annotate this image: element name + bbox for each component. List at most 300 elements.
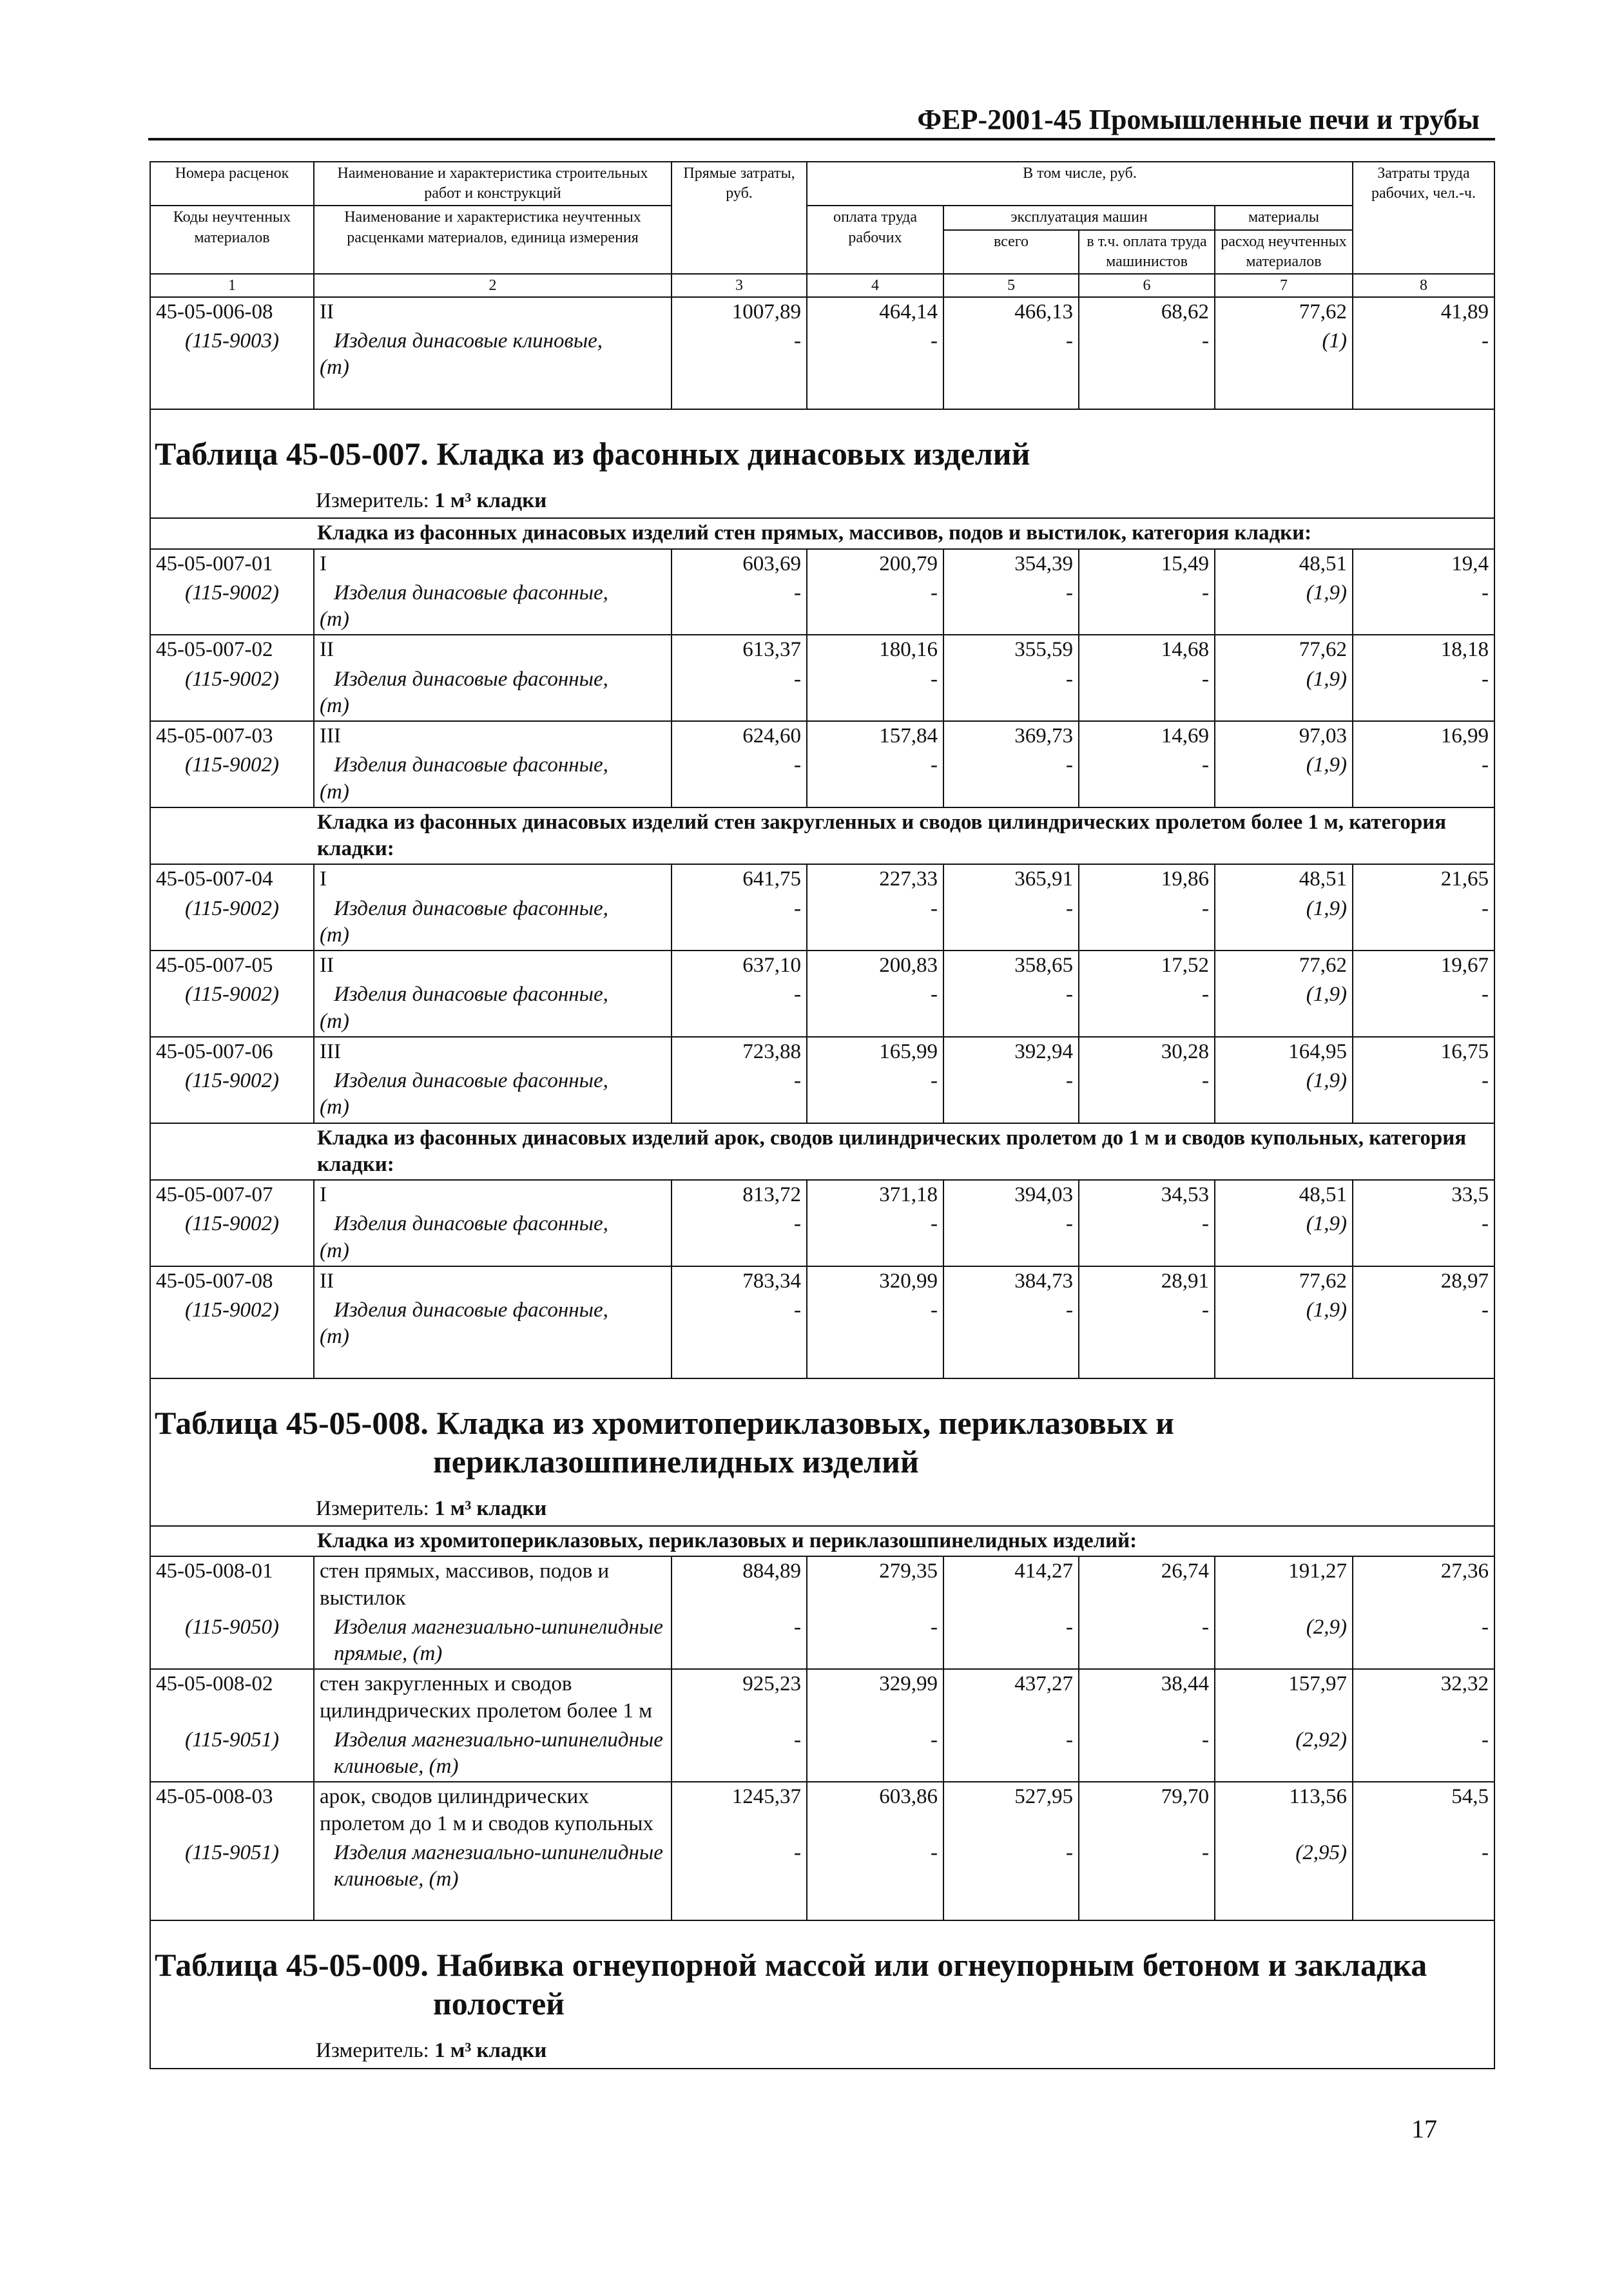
direct-cost: 783,34 [672,1266,807,1296]
work-name: II [314,635,672,664]
material-code: (115-9002) [150,980,314,1037]
spacer-cell [1353,1894,1494,1920]
direct-cost-dash: - [672,1613,807,1670]
operator-cost-dash: - [1079,579,1215,635]
direct-cost-dash: - [672,327,807,383]
unit-value: 1 м³ кладки [434,1496,547,1520]
column-number-row [150,274,1494,297]
group-heading-text: Кладка из хромитопериклазовых, периклазовых и периклазошпинелидных изделий: [317,1529,1137,1553]
material-code: (115-9002) [150,751,314,807]
material-name [314,894,672,951]
material-name-text: Изделия динасовые фасонные, [334,667,608,691]
material-row [150,327,1494,383]
machine-cost-dash: - [943,327,1079,383]
materials-cost: 157,97 [1215,1669,1353,1726]
direct-cost-dash: - [672,1296,807,1352]
labor-cost: 200,83 [807,951,943,980]
operator-cost-dash: - [1079,980,1215,1037]
operator-cost: 17,52 [1079,951,1215,980]
labor-hours: 54,5 [1353,1782,1494,1839]
material-quantity: (1,9) [1215,980,1353,1037]
labor-cost: 157,84 [807,721,943,751]
operator-cost: 14,69 [1079,721,1215,751]
page-header: ФЕР-2001-45 Промышленные печи и трубы [917,104,1480,135]
direct-cost: 884,89 [672,1556,807,1613]
material-name-text: Изделия динасовые фасонные, [334,1212,608,1236]
spacer-cell [1353,383,1494,409]
labor-cost: 165,99 [807,1037,943,1067]
spacer-row [150,1894,1494,1920]
rate-row [150,1669,1494,1726]
rate-row [150,1037,1494,1067]
rate-row [150,297,1494,327]
rate-code: 45-05-007-01 [150,549,314,579]
document-page [150,161,1494,2069]
col-header-5: всего [943,230,1079,274]
rate-code: 45-05-007-05 [150,951,314,980]
spacer-cell [1215,1352,1353,1378]
operator-cost-dash: - [1079,1210,1215,1266]
rate-code: 45-05-007-03 [150,721,314,751]
rate-row [150,1782,1494,1839]
material-name-text: Изделия динасовые фасонные, [334,1069,608,1093]
rate-code: 45-05-007-04 [150,864,314,894]
col-header-2a: Наименование и характеристика строительных работ и конструкций [314,162,672,206]
labor-cost-dash: - [807,1726,943,1782]
operator-cost-dash: - [1079,1613,1215,1670]
spacer-cell [807,1894,943,1920]
material-row [150,751,1494,807]
machine-cost: 527,95 [943,1782,1079,1839]
col-header-materials: материалы [1215,206,1353,229]
material-unit: (т) [320,780,349,804]
group-heading-row [150,518,1494,548]
labor-cost: 227,33 [807,864,943,894]
spacer-cell [807,383,943,409]
labor-hours-dash: - [1353,1726,1494,1782]
labor-cost-dash: - [807,1613,943,1670]
labor-cost: 320,99 [807,1266,943,1296]
material-unit: (т) [320,693,349,717]
operator-cost: 79,70 [1079,1782,1215,1839]
rate-code: 45-05-008-03 [150,1782,314,1839]
material-name [314,980,672,1037]
direct-cost: 637,10 [672,951,807,980]
rate-code: 45-05-007-06 [150,1037,314,1067]
rates-table [150,161,1495,2069]
material-quantity: (1,9) [1215,1210,1353,1266]
operator-cost: 34,53 [1079,1180,1215,1210]
machine-cost-dash: - [943,980,1079,1037]
labor-hours-dash: - [1353,894,1494,951]
rate-row [150,864,1494,894]
operator-cost: 28,91 [1079,1266,1215,1296]
col-header-1b: Коды неучтенных материалов [150,206,314,274]
work-name: стен закругленных и сводов цилиндрических пролетом более 1 м [314,1669,672,1726]
header-row-2 [150,206,1494,229]
labor-hours-dash: - [1353,579,1494,635]
work-name: II [314,951,672,980]
direct-cost-dash: - [672,1067,807,1123]
rate-row [150,1556,1494,1613]
material-quantity: (2,92) [1215,1726,1353,1782]
spacer-cell [150,383,314,409]
direct-cost-dash: - [672,980,807,1037]
direct-cost: 613,37 [672,635,807,664]
material-quantity: (2,9) [1215,1613,1353,1670]
unit-of-measure [316,1496,1494,1522]
machine-cost-dash: - [943,1067,1079,1123]
labor-hours: 28,97 [1353,1266,1494,1296]
material-code: (115-9002) [150,579,314,635]
material-code: (115-9002) [150,1067,314,1123]
rate-code: 45-05-007-02 [150,635,314,664]
machine-cost: 354,39 [943,549,1079,579]
material-row [150,980,1494,1037]
material-name-text: Изделия динасовые фасонные, [334,581,608,604]
material-unit: (т) [320,1239,349,1262]
rate-row [150,1266,1494,1296]
direct-cost: 603,69 [672,549,807,579]
material-name [314,1613,672,1670]
machine-cost-dash: - [943,665,1079,722]
material-row [150,579,1494,635]
spacer-cell [943,1352,1079,1378]
table-title-text: Таблица 45-05-007. Кладка из фасонных динасовых изделий [155,435,1030,472]
materials-cost: 164,95 [1215,1037,1353,1067]
materials-cost: 48,51 [1215,1180,1353,1210]
col-header-3: Прямые затраты, руб. [672,162,807,274]
direct-cost-dash: - [672,1210,807,1266]
column-number: 4 [807,274,943,297]
material-name-text: Изделия магнезиально-шпинелидные клиновые, (т) [334,1840,663,1891]
material-code: (115-9051) [150,1839,314,1895]
labor-cost: 464,14 [807,297,943,327]
labor-cost: 200,79 [807,549,943,579]
table-title-row [150,1920,1494,2069]
group-heading [150,1526,1494,1556]
labor-cost-dash: - [807,1296,943,1352]
group-heading [150,807,1494,865]
labor-hours: 21,65 [1353,864,1494,894]
materials-cost: 48,51 [1215,864,1353,894]
rate-code: 45-05-008-02 [150,1669,314,1726]
spacer-cell [314,1352,672,1378]
material-quantity: (2,95) [1215,1839,1353,1895]
materials-cost: 77,62 [1215,1266,1353,1296]
machine-cost-dash: - [943,1726,1079,1782]
spacer-cell [314,1894,672,1920]
material-quantity: (1,9) [1215,1296,1353,1352]
work-name: арок, сводов цилиндрических пролетом до 1 м и сводов купольных [314,1782,672,1839]
machine-cost-dash: - [943,1839,1079,1895]
labor-cost-dash: - [807,1210,943,1266]
header-row-1 [150,162,1494,206]
rate-row [150,1180,1494,1210]
spacer-cell [1079,1352,1215,1378]
col-header-machines: эксплуатация машин [943,206,1215,229]
materials-cost: 77,62 [1215,635,1353,664]
labor-hours: 16,75 [1353,1037,1494,1067]
column-number: 7 [1215,274,1353,297]
material-quantity: (1) [1215,327,1353,383]
spacer-cell [807,1352,943,1378]
direct-cost-dash: - [672,751,807,807]
labor-cost-dash: - [807,579,943,635]
materials-cost: 97,03 [1215,721,1353,751]
labor-cost-dash: - [807,327,943,383]
col-header-7: расход неучтенных материалов [1215,230,1353,274]
labor-hours-dash: - [1353,1296,1494,1352]
material-code: (115-9002) [150,894,314,951]
column-number: 2 [314,274,672,297]
rate-row [150,549,1494,579]
material-name [314,579,672,635]
material-name [314,1296,672,1352]
spacer-cell [1079,383,1215,409]
machine-cost-dash: - [943,579,1079,635]
direct-cost-dash: - [672,894,807,951]
table-title [150,1378,1494,1527]
col-header-4: оплата труда рабочих [807,206,943,274]
labor-hours-dash: - [1353,1067,1494,1123]
operator-cost: 26,74 [1079,1556,1215,1613]
rate-row [150,635,1494,664]
operator-cost: 30,28 [1079,1037,1215,1067]
rate-code: 45-05-007-07 [150,1180,314,1210]
material-name [314,751,672,807]
rate-row [150,951,1494,980]
operator-cost-dash: - [1079,1839,1215,1895]
operator-cost-dash: - [1079,1067,1215,1123]
material-row [150,894,1494,951]
rate-code: 45-05-008-01 [150,1556,314,1613]
unit-label: Измеритель: [316,488,429,512]
operator-cost-dash: - [1079,1296,1215,1352]
material-code: (115-9051) [150,1726,314,1782]
group-heading-text: Кладка из фасонных динасовых изделий стен прямых, массивов, подов и выстилок, категория кладки: [317,521,1312,545]
labor-hours: 18,18 [1353,635,1494,664]
labor-cost: 180,16 [807,635,943,664]
work-name: II [314,1266,672,1296]
labor-hours: 16,99 [1353,721,1494,751]
labor-cost-dash: - [807,980,943,1037]
direct-cost: 1245,37 [672,1782,807,1839]
direct-cost: 723,88 [672,1037,807,1067]
table-title-text: Таблица 45-05-008. Кладка из хромитопериклазовых, периклазовых и [155,1404,1174,1441]
material-name-text: Изделия динасовые фасонные, [334,753,608,777]
materials-cost: 191,27 [1215,1556,1353,1613]
machine-cost: 437,27 [943,1669,1079,1726]
labor-cost: 371,18 [807,1180,943,1210]
column-number: 6 [1079,274,1215,297]
machine-cost-dash: - [943,1296,1079,1352]
machine-cost: 466,13 [943,297,1079,327]
material-name-text: Изделия магнезиально-шпинелидные клиновые, (т) [334,1728,663,1779]
material-code: (115-9050) [150,1613,314,1670]
machine-cost: 392,94 [943,1037,1079,1067]
work-name: I [314,864,672,894]
labor-hours-dash: - [1353,751,1494,807]
operator-cost: 14,68 [1079,635,1215,664]
work-name: II [314,297,672,327]
labor-hours-dash: - [1353,327,1494,383]
direct-cost-dash: - [672,1726,807,1782]
spacer-cell [314,383,672,409]
group-heading-text: Кладка из фасонных динасовых изделий стен закругленных и сводов цилиндрических пролетом более 1 м, категория кладки: [317,810,1447,861]
spacer-cell [672,383,807,409]
direct-cost-dash: - [672,665,807,722]
labor-hours-dash: - [1353,980,1494,1037]
operator-cost: 68,62 [1079,297,1215,327]
direct-cost-dash: - [672,1839,807,1895]
labor-hours: 32,32 [1353,1669,1494,1726]
spacer-cell [672,1352,807,1378]
spacer-cell [1215,383,1353,409]
page-number: 17 [1411,2114,1437,2143]
material-code: (115-9002) [150,1296,314,1352]
operator-cost: 15,49 [1079,549,1215,579]
group-heading-row [150,1526,1494,1556]
material-unit: (т) [320,1009,349,1033]
operator-cost-dash: - [1079,327,1215,383]
table-title-text-2: периклазошпинелидных изделий [433,1443,919,1480]
machine-cost: 365,91 [943,864,1079,894]
unit-label: Измеритель: [316,2039,429,2063]
group-heading-text: Кладка из фасонных динасовых изделий арок, сводов цилиндрических пролетом до 1 м и сводов купольных, категория кладки: [317,1126,1467,1176]
labor-cost: 603,86 [807,1782,943,1839]
material-name [314,1067,672,1123]
operator-cost-dash: - [1079,894,1215,951]
material-row [150,1210,1494,1266]
column-number: 1 [150,274,314,297]
table-title [150,409,1494,519]
column-number: 3 [672,274,807,297]
column-number: 5 [943,274,1079,297]
machine-cost: 369,73 [943,721,1079,751]
material-code: (115-9002) [150,1210,314,1266]
spacer-row [150,1352,1494,1378]
material-unit: (т) [320,608,349,632]
spacer-cell [943,1894,1079,1920]
material-name-text: Изделия динасовые фасонные, [334,1299,608,1322]
group-heading [150,1123,1494,1181]
table-title-row [150,409,1494,519]
spacer-cell [150,1352,314,1378]
labor-cost-dash: - [807,751,943,807]
material-row [150,1067,1494,1123]
material-quantity: (1,9) [1215,894,1353,951]
labor-hours: 19,67 [1353,951,1494,980]
table-title-row [150,1378,1494,1527]
material-row [150,1296,1494,1352]
material-unit: (т) [320,356,349,380]
unit-value: 1 м³ кладки [434,488,547,512]
material-unit: (т) [320,923,349,947]
direct-cost: 1007,89 [672,297,807,327]
material-quantity: (1,9) [1215,1067,1353,1123]
work-name: III [314,1037,672,1067]
machine-cost-dash: - [943,1613,1079,1670]
machine-cost: 384,73 [943,1266,1079,1296]
spacer-cell [1215,1894,1353,1920]
rate-code: 45-05-007-08 [150,1266,314,1296]
materials-cost: 48,51 [1215,549,1353,579]
operator-cost-dash: - [1079,751,1215,807]
rate-code: 45-05-006-08 [150,297,314,327]
direct-cost: 813,72 [672,1180,807,1210]
labor-cost-dash: - [807,1839,943,1895]
labor-hours: 41,89 [1353,297,1494,327]
work-name: I [314,549,672,579]
labor-cost-dash: - [807,1067,943,1123]
machine-cost-dash: - [943,751,1079,807]
spacer-cell [943,383,1079,409]
labor-cost: 279,35 [807,1556,943,1613]
material-name-text: Изделия динасовые фасонные, [334,983,608,1007]
material-quantity: (1,9) [1215,579,1353,635]
labor-cost: 329,99 [807,1669,943,1726]
table-body [150,162,1494,2069]
unit-of-measure [316,2038,1494,2064]
unit-label: Измеритель: [316,1496,429,1520]
material-name-text: Изделия динасовые фасонные, [334,896,608,920]
material-unit: (т) [320,1325,349,1349]
col-header-2b: Наименование и характеристика неучтенных расценками материалов, единица измерения [314,206,672,274]
col-header-incl: В том числе, руб. [807,162,1353,206]
spacer-row [150,383,1494,409]
table-title-text: Таблица 45-05-009. Набивка огнеупорной массой или огнеупорным бетоном и закладка [155,1947,1427,1984]
direct-cost: 641,75 [672,864,807,894]
col-header-6: в т.ч. оплата труда машинистов [1079,230,1215,274]
operator-cost: 38,44 [1079,1669,1215,1726]
material-row [150,665,1494,722]
material-name-text: Изделия динасовые клиновые, [334,329,603,353]
material-name [314,327,672,383]
work-name: стен прямых, массивов, подов и выстилок [314,1556,672,1613]
material-name [314,1726,672,1782]
operator-cost: 19,86 [1079,864,1215,894]
material-unit: (т) [320,1096,349,1119]
material-name [314,1839,672,1895]
material-quantity: (1,9) [1215,665,1353,722]
table-title [150,1920,1494,2069]
machine-cost-dash: - [943,894,1079,951]
header-rule [148,138,1495,140]
machine-cost-dash: - [943,1210,1079,1266]
labor-hours-dash: - [1353,1613,1494,1670]
direct-cost-dash: - [672,579,807,635]
machine-cost: 358,65 [943,951,1079,980]
material-code: (115-9003) [150,327,314,383]
spacer-cell [672,1894,807,1920]
direct-cost: 624,60 [672,721,807,751]
labor-hours-dash: - [1353,665,1494,722]
materials-cost: 77,62 [1215,297,1353,327]
material-row [150,1726,1494,1782]
material-quantity: (1,9) [1215,751,1353,807]
materials-cost: 77,62 [1215,951,1353,980]
labor-cost-dash: - [807,665,943,722]
group-heading [150,518,1494,548]
spacer-cell [1079,1894,1215,1920]
material-row [150,1839,1494,1895]
labor-cost-dash: - [807,894,943,951]
labor-hours: 19,4 [1353,549,1494,579]
unit-of-measure [316,488,1494,514]
operator-cost-dash: - [1079,1726,1215,1782]
machine-cost: 414,27 [943,1556,1079,1613]
